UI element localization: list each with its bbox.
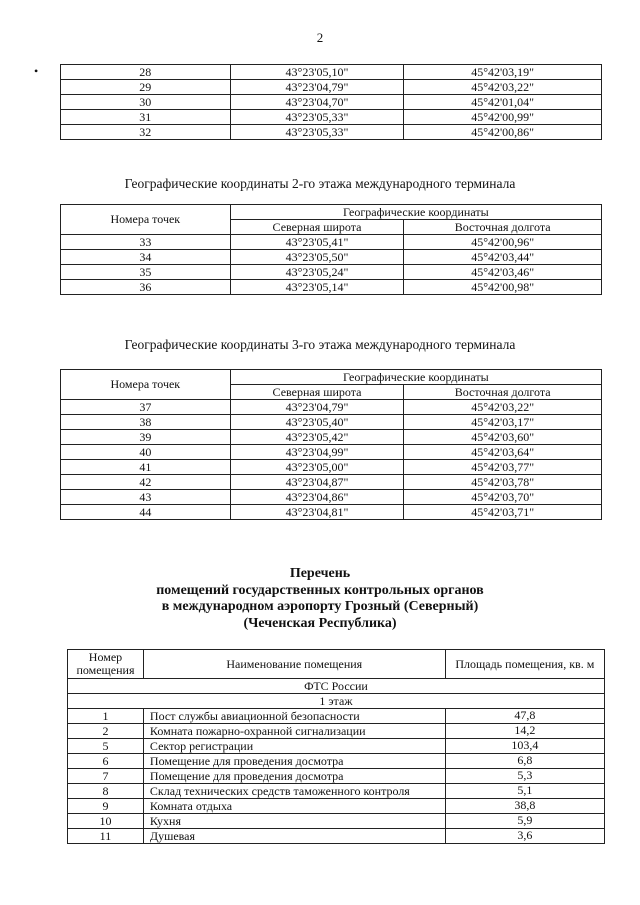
longitude-cell: 45°42'03,22"	[404, 400, 602, 415]
table-row	[61, 110, 602, 125]
table-row	[61, 460, 602, 475]
point-number: 42	[61, 475, 231, 490]
room-area: 47,8	[445, 709, 604, 724]
table-row	[68, 724, 605, 739]
longitude-cell: 45°42'03,77"	[404, 460, 602, 475]
room-number: 5	[68, 739, 144, 754]
latitude-cell: 43°23'04,79"	[230, 400, 404, 415]
table-row	[61, 280, 602, 295]
header-coords: Географические координаты	[230, 370, 601, 385]
table-row	[61, 505, 602, 520]
point-number: 34	[61, 250, 231, 265]
latitude-cell: 43°23'05,10"	[230, 65, 404, 80]
room-area: 6,8	[445, 754, 604, 769]
latitude-cell: 43°23'05,33"	[230, 110, 404, 125]
header-points: Номера точек	[61, 205, 231, 235]
table-row	[68, 799, 605, 814]
list-heading-line: Перечень	[289, 566, 351, 581]
table-row	[68, 739, 605, 754]
list-heading	[0, 566, 640, 632]
room-name: Душевая	[143, 829, 445, 844]
latitude-cell: 43°23'05,33"	[230, 125, 404, 140]
room-area: 5,9	[445, 814, 604, 829]
point-number: 31	[61, 110, 231, 125]
list-heading-line: (Чеченская Республика)	[243, 615, 397, 631]
room-area: 38,8	[445, 799, 604, 814]
room-name: Комната пожарно-охранной сигнализации	[143, 724, 445, 739]
table-row	[61, 430, 602, 445]
table-row	[61, 125, 602, 140]
latitude-cell: 43°23'05,50"	[230, 250, 404, 265]
longitude-cell: 45°42'03,70"	[404, 490, 602, 505]
table-row	[68, 829, 605, 844]
room-number: 6	[68, 754, 144, 769]
room-area: 14,2	[445, 724, 604, 739]
room-area: 5,1	[445, 784, 604, 799]
point-number: 28	[61, 65, 231, 80]
longitude-cell: 45°42'03,60"	[404, 430, 602, 445]
header-lon: Восточная долгота	[404, 385, 602, 400]
room-name: Помещение для проведения досмотра	[143, 769, 445, 784]
longitude-cell: 45°42'00,86"	[404, 125, 602, 140]
longitude-cell: 45°42'03,71"	[404, 505, 602, 520]
latitude-cell: 43°23'05,24"	[230, 265, 404, 280]
point-number: 32	[61, 125, 231, 140]
room-name: Склад технических средств таможенного контроля	[143, 784, 445, 799]
room-number: 8	[68, 784, 144, 799]
room-number: 2	[68, 724, 144, 739]
table-row	[61, 65, 602, 80]
latitude-cell: 43°23'05,00"	[230, 460, 404, 475]
margin-dot: •	[34, 64, 39, 78]
table-row	[61, 235, 602, 250]
table-row	[61, 80, 602, 95]
header-room-area: Площадь помещения, кв. м	[445, 650, 604, 679]
coordinates-table-1st-floor-continued	[60, 64, 602, 140]
latitude-cell: 43°23'05,14"	[230, 280, 404, 295]
point-number: 33	[61, 235, 231, 250]
floor-row: 1 этаж	[68, 694, 605, 709]
room-name: Кухня	[143, 814, 445, 829]
table-row	[68, 814, 605, 829]
table-row	[68, 769, 605, 784]
header-room-number: Номер помещения	[68, 650, 144, 679]
coordinates-table-2nd-floor	[60, 204, 602, 295]
room-name: Пост службы авиационной безопасности	[143, 709, 445, 724]
table-row	[61, 400, 602, 415]
room-name: Сектор регистрации	[143, 739, 445, 754]
room-name: Помещение для проведения досмотра	[143, 754, 445, 769]
table-row	[61, 415, 602, 430]
longitude-cell: 45°42'03,64"	[404, 445, 602, 460]
header-coords: Географические координаты	[230, 205, 601, 220]
longitude-cell: 45°42'00,96"	[404, 235, 602, 250]
point-number: 35	[61, 265, 231, 280]
longitude-cell: 45°42'03,19"	[404, 65, 602, 80]
room-number: 7	[68, 769, 144, 784]
table-row	[61, 95, 602, 110]
longitude-cell: 45°42'03,78"	[404, 475, 602, 490]
latitude-cell: 43°23'04,87"	[230, 475, 404, 490]
section3-title: Географические координаты 3-го этажа международного терминала	[124, 337, 516, 352]
section2-title: Географические координаты 2-го этажа международного терминала	[124, 176, 516, 191]
table-row	[68, 754, 605, 769]
header-lat: Северная широта	[230, 385, 404, 400]
longitude-cell: 45°42'03,22"	[404, 80, 602, 95]
header-lon: Восточная долгота	[404, 220, 602, 235]
longitude-cell: 45°42'00,99"	[404, 110, 602, 125]
header-room-name: Наименование помещения	[143, 650, 445, 679]
list-heading-line: в международном аэропорту Грозный (Северный)	[161, 599, 479, 614]
table-row	[61, 250, 602, 265]
agency-row: ФТС России	[68, 679, 605, 694]
latitude-cell: 43°23'04,70"	[230, 95, 404, 110]
header-points: Номера точек	[61, 370, 231, 400]
point-number: 30	[61, 95, 231, 110]
point-number: 37	[61, 400, 231, 415]
longitude-cell: 45°42'00,98"	[404, 280, 602, 295]
header-lat: Северная широта	[230, 220, 404, 235]
longitude-cell: 45°42'03,46"	[404, 265, 602, 280]
room-area: 5,3	[445, 769, 604, 784]
table-row	[61, 265, 602, 280]
room-name: Комната отдыха	[143, 799, 445, 814]
rooms-table	[67, 649, 605, 844]
latitude-cell: 43°23'05,40"	[230, 415, 404, 430]
list-heading-line: помещений государственных контрольных органов	[156, 582, 484, 598]
room-number: 11	[68, 829, 144, 844]
point-number: 44	[61, 505, 231, 520]
table-row	[61, 475, 602, 490]
point-number: 39	[61, 430, 231, 445]
table-row	[68, 709, 605, 724]
room-number: 10	[68, 814, 144, 829]
point-number: 36	[61, 280, 231, 295]
point-number: 38	[61, 415, 231, 430]
latitude-cell: 43°23'04,81"	[230, 505, 404, 520]
room-number: 1	[68, 709, 144, 724]
table-row	[61, 445, 602, 460]
point-number: 29	[61, 80, 231, 95]
latitude-cell: 43°23'05,42"	[230, 430, 404, 445]
latitude-cell: 43°23'04,99"	[230, 445, 404, 460]
room-area: 3,6	[445, 829, 604, 844]
coordinates-table-3rd-floor	[60, 369, 602, 520]
longitude-cell: 45°42'03,44"	[404, 250, 602, 265]
latitude-cell: 43°23'04,86"	[230, 490, 404, 505]
point-number: 40	[61, 445, 231, 460]
table-row	[61, 490, 602, 505]
point-number: 43	[61, 490, 231, 505]
latitude-cell: 43°23'04,79"	[230, 80, 404, 95]
table-row	[68, 784, 605, 799]
room-area: 103,4	[445, 739, 604, 754]
longitude-cell: 45°42'01,04"	[404, 95, 602, 110]
page-number: 2	[316, 30, 324, 45]
room-number: 9	[68, 799, 144, 814]
point-number: 41	[61, 460, 231, 475]
latitude-cell: 43°23'05,41"	[230, 235, 404, 250]
longitude-cell: 45°42'03,17"	[404, 415, 602, 430]
